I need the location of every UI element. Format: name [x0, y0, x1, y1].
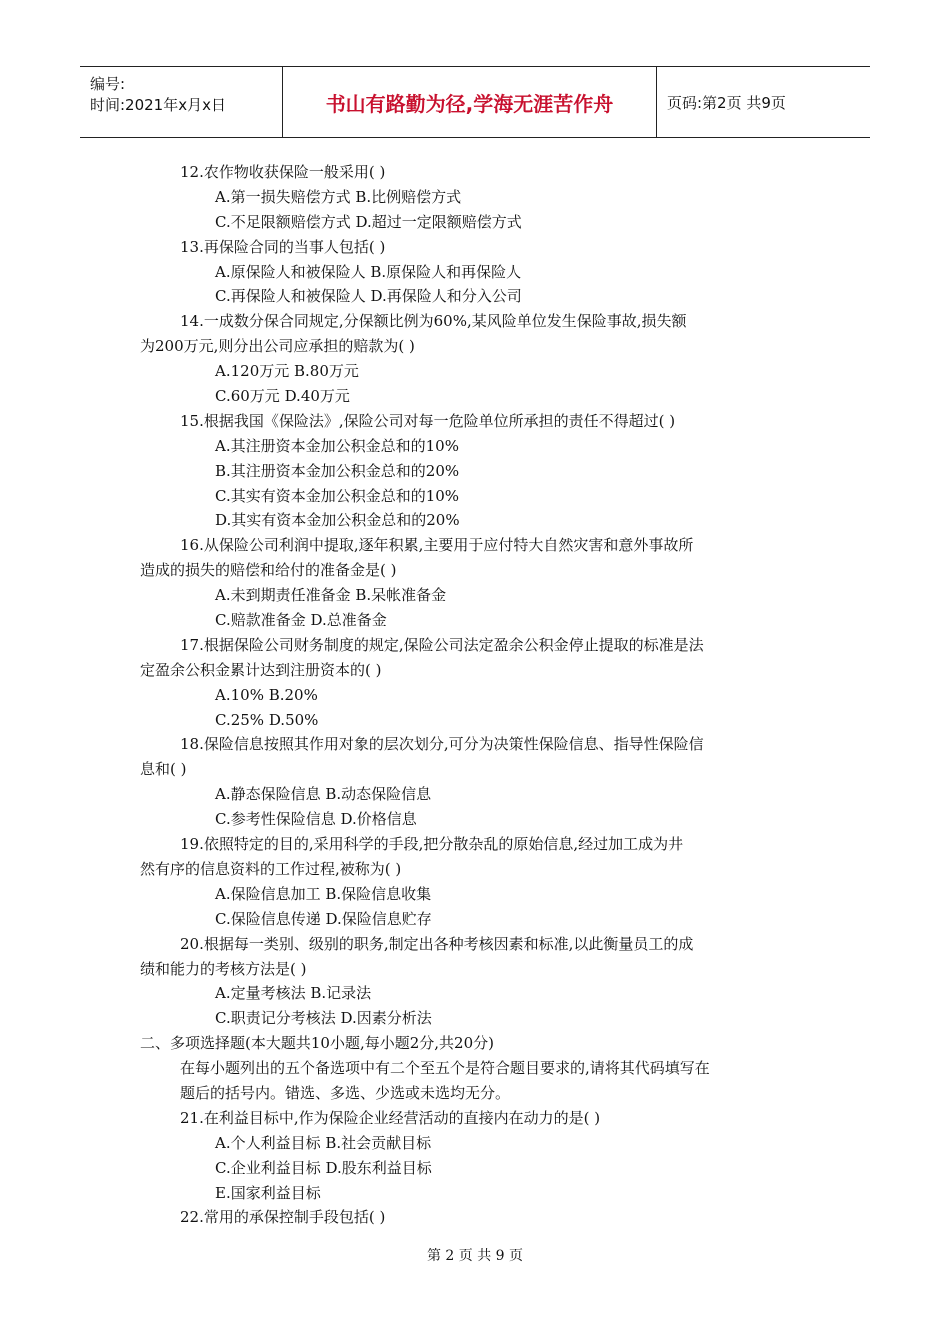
answer-options: A.其注册资本金加公积金总和的10%: [215, 436, 459, 455]
answer-options: C.职责记分考核法 D.因素分析法: [215, 1009, 432, 1028]
question-text: 12.农作物收获保险一般采用( ): [180, 163, 386, 181]
answer-options: A.120万元 B.80万元: [215, 362, 359, 381]
answer-options: E.国家利益目标: [215, 1183, 321, 1202]
answer-options: C.参考性保险信息 D.价格信息: [215, 810, 417, 829]
answer-options: D.其实有资本金加公积金总和的20%: [215, 511, 460, 530]
question-text: 造成的损失的赔偿和给付的准备金是( ): [140, 561, 397, 580]
question-text: 21.在利益目标中,作为保险企业经营活动的直接内在动力的是( ): [180, 1108, 601, 1127]
answer-options: C.保险信息传递 D.保险信息贮存: [215, 909, 432, 928]
answer-options: C.再保险人和被保险人 D.再保险人和分入公司: [215, 287, 522, 306]
page-header: [80, 66, 870, 138]
answer-options: C.赔款准备金 D.总准备金: [215, 611, 387, 630]
answer-options: A.个人利益目标 B.社会贡献目标: [215, 1133, 432, 1152]
answer-options: A.未到期责任准备金 B.呆帐准备金: [215, 586, 447, 605]
header-date: 时间:2021年x月x日: [90, 96, 226, 114]
question-text: 息和( ): [140, 760, 187, 779]
answer-options: C.25% D.50%: [215, 710, 319, 729]
question-text: 18.保险信息按照其作用对象的层次划分,可分为决策性保险信息、指导性保险信: [180, 735, 704, 754]
answer-options: C.其实有资本金加公积金总和的10%: [215, 486, 460, 505]
header-motto: 书山有路勤为径,学海无涯苦作舟: [283, 67, 657, 137]
question-text: 然有序的信息资料的工作过程,被称为( ): [140, 859, 402, 878]
header-number-label: 编号:: [90, 75, 126, 93]
question-text: 22.常用的承保控制手段包括( ): [180, 1208, 386, 1227]
question-text: 绩和能力的考核方法是( ): [140, 959, 307, 978]
header-left-cell: [80, 67, 283, 137]
question-text: 17.根据保险公司财务制度的规定,保险公司法定盈余公积金停止提取的标准是法: [180, 635, 704, 654]
answer-options: A.第一损失赔偿方式 B.比例赔偿方式: [215, 187, 462, 206]
answer-options: A.原保险人和被保险人 B.原保险人和再保险人: [215, 262, 522, 281]
question-text: 16.从保险公司利润中提取,逐年积累,主要用于应付特大自然灾害和意外事故所: [180, 536, 694, 555]
answer-options: C.60万元 D.40万元: [215, 387, 350, 406]
document-body: [140, 160, 810, 1230]
question-text: 14.一成数分保合同规定,分保额比例为60%,某风险单位发生保险事故,损失额: [180, 312, 687, 331]
question-text: 题后的括号内。错选、多选、少选或未选均无分。: [180, 1083, 511, 1102]
answer-options: A.静态保险信息 B.动态保险信息: [215, 785, 432, 804]
header-page-info: 页码:第2页 共9页: [667, 93, 786, 112]
question-text: 20.根据每一类别、级别的职务,制定出各种考核因素和标准,以此衡量员工的成: [180, 934, 694, 953]
question-text: 19.依照特定的目的,采用科学的手段,把分散杂乱的原始信息,经过加工成为井: [180, 835, 684, 854]
answer-options: B.其注册资本金加公积金总和的20%: [215, 461, 460, 480]
answer-options: A.定量考核法 B.记录法: [215, 984, 372, 1003]
answer-options: C.企业利益目标 D.股东利益目标: [215, 1158, 432, 1177]
answer-options: A.保险信息加工 B.保险信息收集: [215, 884, 432, 903]
section-heading: 二、多项选择题(本大题共10小题,每小题2分,共20分): [140, 1034, 494, 1053]
question-text: 13.再保险合同的当事人包括( ): [180, 237, 386, 256]
question-text: 15.根据我国《保险法》,保险公司对每一危险单位所承担的责任不得超过( ): [180, 411, 676, 430]
answer-options: C.不足限额赔偿方式 D.超过一定限额赔偿方式: [215, 212, 522, 231]
question-text: 为200万元,则分出公司应承担的赔款为( ): [140, 337, 415, 356]
question-text: 定盈余公积金累计达到注册资本的( ): [140, 660, 382, 679]
page-footer: 第 2 页 共 9 页: [426, 1248, 524, 1264]
answer-options: A.10% B.20%: [215, 685, 318, 704]
question-text: 在每小题列出的五个备选项中有二个至五个是符合题目要求的,请将其代码填写在: [180, 1059, 710, 1078]
